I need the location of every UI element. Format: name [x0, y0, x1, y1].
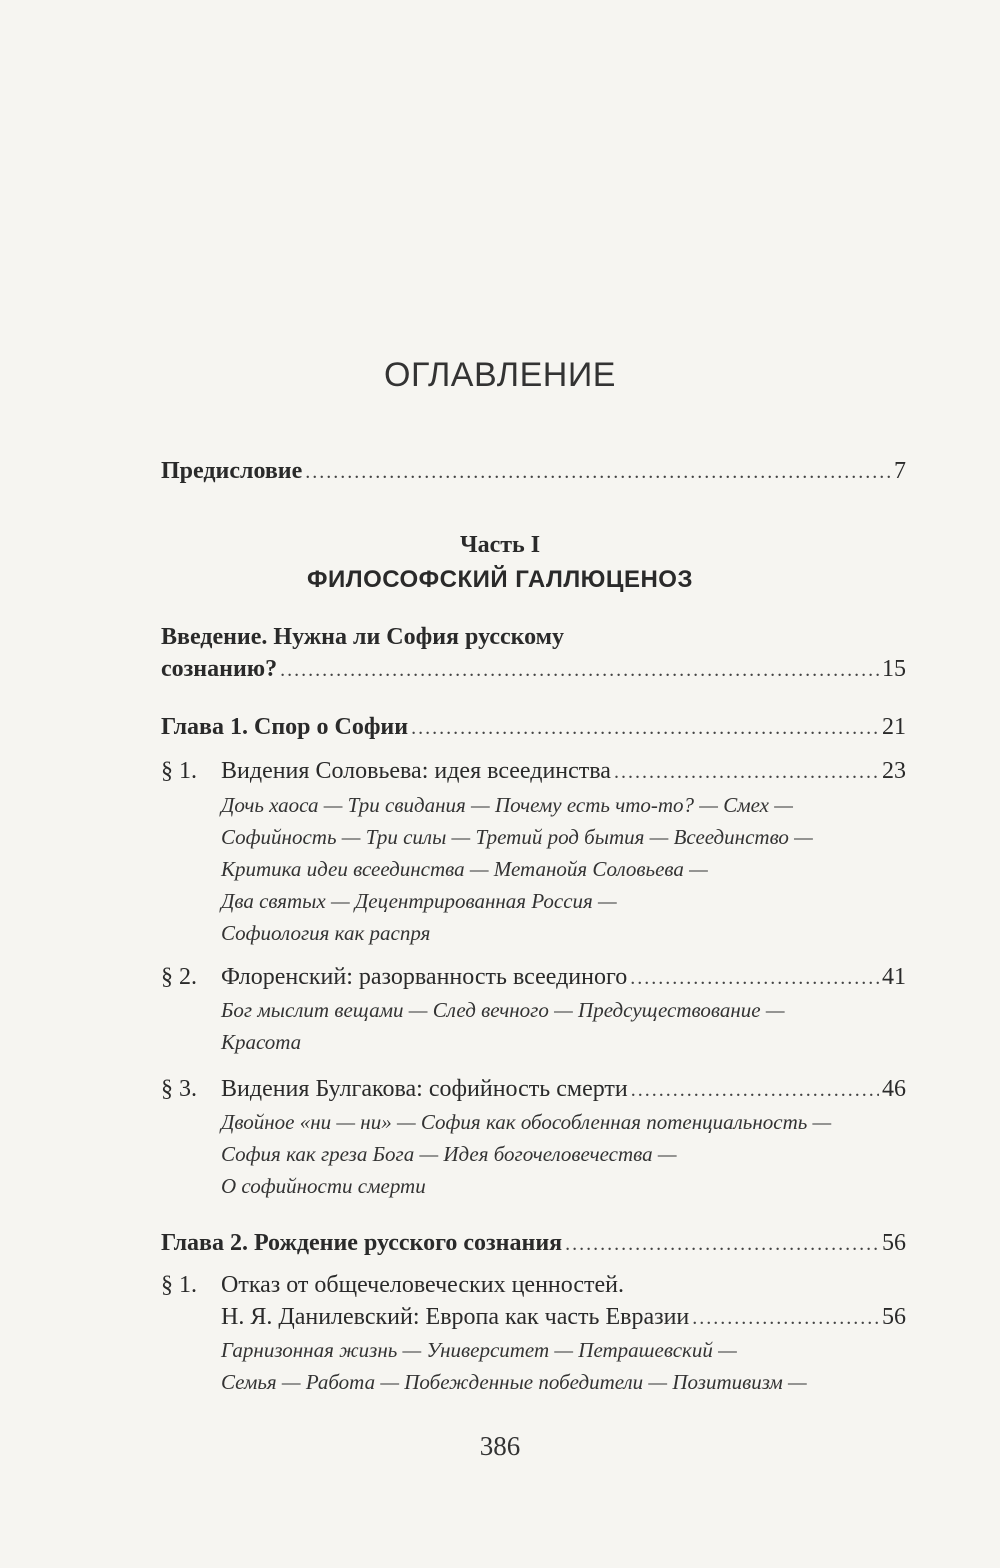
toc-entry-label: Глава 2. Рождение русского сознания [161, 1230, 563, 1256]
section-number: § 1. [161, 758, 197, 784]
section-number: § 3. [161, 1076, 197, 1102]
toc-entry-chapter-1 [161, 712, 906, 743]
subtopic-line: София как греза Бога — Идея богочеловечества — [221, 1142, 677, 1166]
section-subtopics [221, 994, 785, 1058]
toc-page-number: 21 [882, 714, 906, 740]
toc-entry-label: Предисловие [161, 458, 303, 484]
section-number: § 2. [161, 964, 197, 990]
section-number: § 1. [161, 1272, 197, 1298]
subtopic-line: Критика идеи всеединства — Метанойя Соловьева — [221, 857, 708, 881]
dot-leader [630, 963, 879, 993]
dot-leader [280, 655, 879, 685]
page-number-footer: 386 [479, 1431, 521, 1461]
page-title: ОГЛАВЛЕНИЕ [384, 356, 616, 394]
dot-leader [631, 1075, 879, 1105]
toc-entry-section [221, 1074, 906, 1105]
section-subtopics [221, 1334, 807, 1398]
toc-entry-label: сознанию? [161, 656, 278, 682]
subtopic-line: Софийность — Три силы — Третий род бытия — Всеединство — [221, 825, 813, 849]
toc-page-number: 56 [882, 1230, 906, 1256]
subtopic-line: Красота [221, 1030, 302, 1054]
subtopic-line: Гарнизонная жизнь — Университет — Петрашевский — [221, 1338, 737, 1362]
toc-entry-preface [161, 456, 906, 487]
section-subtopics [221, 1106, 831, 1202]
toc-entry-chapter-2 [161, 1228, 906, 1259]
subtopic-line: О софийности смерти [221, 1174, 426, 1198]
toc-entry-label: Глава 1. Спор о Софии [161, 714, 409, 740]
toc-entry-label: Видения Булгакова: софийность смерти [221, 1076, 628, 1102]
dot-leader [692, 1303, 879, 1333]
toc-entry-intro-line1: Введение. Нужна ли София русскому [161, 624, 565, 650]
section-subtopics [221, 789, 813, 949]
toc-entry-section-line1: Отказ от общечеловеческих ценностей. [221, 1272, 625, 1298]
toc-page-number: 23 [882, 758, 906, 784]
subtopic-line: Двойное «ни — ни» — София как обособленная потенциальность — [221, 1110, 832, 1134]
toc-entry-label: Н. Я. Данилевский: Европа как часть Евразии [221, 1304, 690, 1330]
toc-entry-label: Видения Соловьева: идея всеединства [221, 758, 611, 784]
subtopic-line: Два святых — Децентрированная Россия — [221, 889, 617, 913]
toc-page-number: 15 [882, 656, 906, 682]
toc-page-number: 41 [882, 964, 906, 990]
toc-entry-label: Флоренский: разорванность всеединого [221, 964, 628, 990]
toc-page-number: 56 [882, 1304, 906, 1330]
subtopic-line: Семья — Работа — Побежденные победители — Позитивизм — [221, 1370, 807, 1394]
toc-entry-section [221, 756, 906, 787]
toc-entry-section [221, 1302, 906, 1333]
toc-entry-intro [161, 654, 906, 685]
subtopic-line: Софиология как распря [221, 921, 431, 945]
part-title: ФИЛОСОФСКИЙ ГАЛЛЮЦЕНОЗ [307, 566, 693, 593]
toc-page-number: 46 [882, 1076, 906, 1102]
dot-leader [305, 457, 891, 487]
dot-leader [565, 1229, 879, 1259]
subtopic-line: Бог мыслит вещами — След вечного — Предсуществование — [221, 998, 785, 1022]
toc-page-number: 7 [894, 458, 906, 484]
dot-leader [614, 757, 879, 787]
subtopic-line: Дочь хаоса — Три свидания — Почему есть что-то? — Смех — [221, 793, 793, 817]
dot-leader [411, 713, 879, 743]
part-number: Часть I [459, 532, 541, 558]
toc-entry-section [221, 962, 906, 993]
